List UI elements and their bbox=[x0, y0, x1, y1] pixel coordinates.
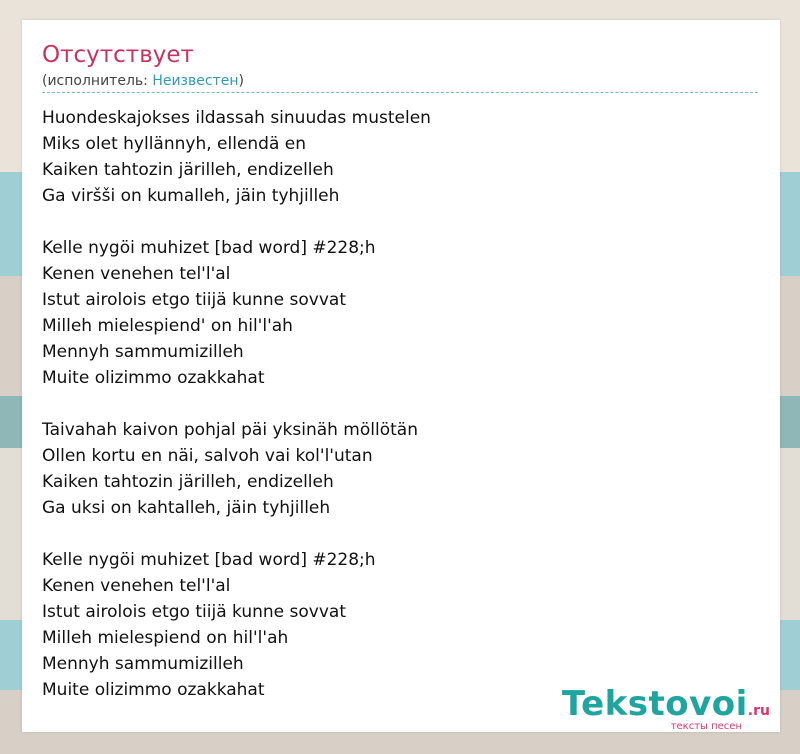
lyrics-line: Kenen venehen tel'l'al bbox=[42, 576, 231, 596]
lyrics-stanza bbox=[42, 547, 758, 703]
lyrics-line: Milleh mielespiend on hil'l'ah bbox=[42, 628, 289, 648]
logo-tld: .ru bbox=[747, 703, 770, 719]
lyrics-line: Istut airolois etgo tiijä kunne sovvat bbox=[42, 290, 346, 310]
lyrics-line: Muite olizimmo ozakkahat bbox=[42, 680, 265, 700]
site-logo[interactable] bbox=[561, 684, 770, 732]
logo-name: Tekstovoi bbox=[561, 684, 748, 724]
lyrics-stanza bbox=[42, 105, 758, 209]
lyrics-stanza bbox=[42, 417, 758, 521]
lyrics-line: Kaiken tahtozin järilleh, endizelleh bbox=[42, 472, 334, 492]
lyrics-stanza bbox=[42, 235, 758, 391]
lyrics-line: Ollen kortu en näi, salvoh vai kol'l'utan bbox=[42, 446, 373, 466]
lyrics-line: Kenen venehen tel'l'al bbox=[42, 264, 231, 284]
lyrics-line: Taivahah kaivon pohjal päi yksinäh möllötän bbox=[42, 420, 418, 440]
lyrics-line: Mennyh sammumizilleh bbox=[42, 654, 244, 674]
title-divider bbox=[42, 92, 758, 93]
lyrics-line: Ga viršši on kumalleh, jäin tyhjilleh bbox=[42, 186, 340, 206]
artist-link[interactable]: Неизвестен bbox=[152, 73, 239, 89]
lyrics-line: Istut airolois etgo tiijä kunne sovvat bbox=[42, 602, 346, 622]
lyrics-line: Mennyh sammumizilleh bbox=[42, 342, 244, 362]
lyrics-line: Kelle nygöi muhizet [bad word] #228;h bbox=[42, 550, 376, 570]
lyrics-line: Milleh mielespiend' on hil'l'ah bbox=[42, 316, 293, 336]
artist-prefix: (исполнитель: bbox=[42, 73, 153, 89]
lyrics-line: Ga uksi on kahtalleh, jäin tyhjilleh bbox=[42, 498, 331, 518]
logo-tagline: тексты песен bbox=[670, 721, 742, 732]
lyrics-line: Muite olizimmo ozakkahat bbox=[42, 368, 265, 388]
artist-suffix: ) bbox=[238, 73, 244, 89]
lyrics-line: Miks olet hyllännyh, ellendä en bbox=[42, 134, 307, 154]
lyrics-line: Kaiken tahtozin järilleh, endizelleh bbox=[42, 160, 334, 180]
lyrics-text bbox=[42, 105, 758, 729]
song-title: Отсутствует bbox=[42, 42, 194, 68]
artist-line bbox=[42, 73, 244, 89]
lyrics-line: Kelle nygöi muhizet [bad word] #228;h bbox=[42, 238, 376, 258]
lyrics-card bbox=[22, 20, 780, 732]
lyrics-line: Huondeskajokses ildassah sinuudas mustelen bbox=[42, 108, 431, 128]
